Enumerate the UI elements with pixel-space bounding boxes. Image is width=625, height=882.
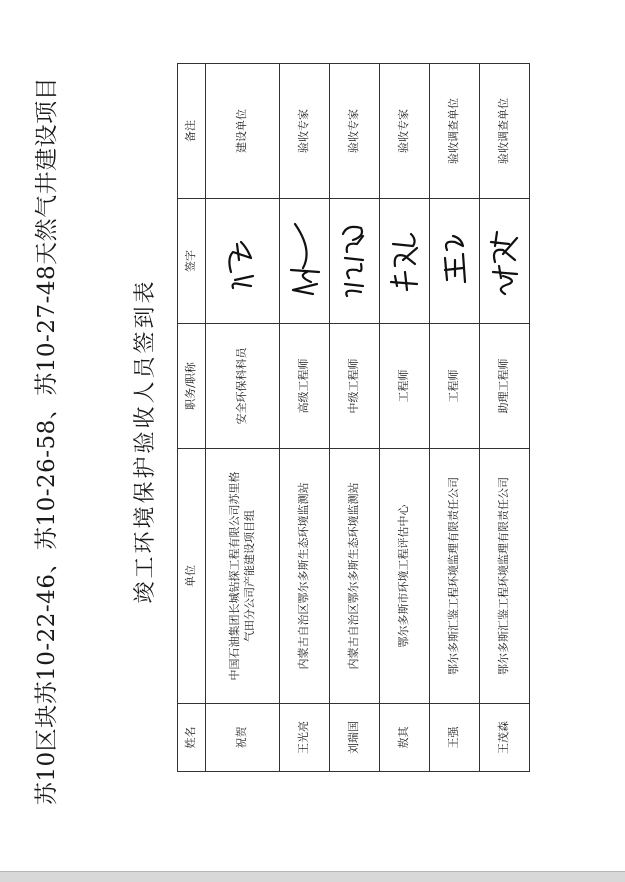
remark-cell: 验收专家 <box>380 64 430 199</box>
handwritten-signature <box>221 216 265 306</box>
table-row <box>480 64 530 772</box>
remark-cell: 验收调查单位 <box>430 64 480 199</box>
remark-cell: 验收专家 <box>330 64 380 199</box>
signature-cell <box>380 199 430 324</box>
signature-cell <box>430 199 480 324</box>
header-remark: 备注 <box>178 64 206 199</box>
handwritten-signature <box>383 216 427 306</box>
position-cell: 工程师 <box>430 324 480 449</box>
signature-cell <box>330 199 380 324</box>
position-cell: 中级工程师 <box>330 324 380 449</box>
unit-cell: 内蒙古自治区鄂尔多斯生态环境监测站 <box>280 449 330 704</box>
table-row <box>280 64 330 772</box>
unit-cell: 鄂尔多斯汇鉴工程环境监理有限责任公司 <box>480 449 530 704</box>
position-cell: 安全环保科科员 <box>206 324 280 449</box>
position-cell: 助理工程师 <box>480 324 530 449</box>
header-unit: 单位 <box>178 449 206 704</box>
table-row <box>330 64 380 772</box>
unit-cell: 鄂尔多斯汇鉴工程环境监理有限责任公司 <box>430 449 480 704</box>
unit-cell: 鄂尔多斯市环境工程评估中心 <box>380 449 430 704</box>
name-cell: 祝贺 <box>206 704 280 772</box>
handwritten-signature <box>433 216 477 306</box>
unit-line: 气田分公司产能建设项目组 <box>242 510 256 642</box>
remark-cell: 验收调查单位 <box>480 64 530 199</box>
unit-line: 中国石油集团长城钻探工程有限公司苏里格 <box>227 471 241 681</box>
document-subtitle: 竣工环境保护验收人员签到表 <box>133 278 158 604</box>
name-cell: 刘瑞国 <box>330 704 380 772</box>
table-row <box>380 64 430 772</box>
table-row <box>206 64 280 772</box>
name-cell: 王茂森 <box>480 704 530 772</box>
handwritten-signature <box>483 216 527 306</box>
header-position: 职务/职称 <box>178 324 206 449</box>
remark-cell: 验收专家 <box>280 64 330 199</box>
sign-in-table <box>177 63 530 772</box>
signature-cell <box>280 199 330 324</box>
document-title: 苏10区块苏10-22-46、苏10-26-58、苏10-27-48天然气井建设项目 <box>34 76 60 806</box>
unit-cell <box>206 449 280 704</box>
scan-bottom-strip <box>0 872 625 882</box>
unit-cell: 内蒙古自治区鄂尔多斯生态环境监测站 <box>330 449 380 704</box>
name-cell: 敖其 <box>380 704 430 772</box>
name-cell: 王强 <box>430 704 480 772</box>
name-cell: 王光亮 <box>280 704 330 772</box>
header-name: 姓名 <box>178 704 206 772</box>
signature-cell <box>206 199 280 324</box>
remark-cell: 建设单位 <box>206 64 280 199</box>
header-signature: 签字 <box>178 199 206 324</box>
handwritten-signature <box>333 216 377 306</box>
table-header-row <box>178 64 206 772</box>
position-cell: 工程师 <box>380 324 430 449</box>
table-row <box>430 64 480 772</box>
handwritten-signature <box>283 216 327 306</box>
position-cell: 高级工程师 <box>280 324 330 449</box>
signature-cell <box>480 199 530 324</box>
